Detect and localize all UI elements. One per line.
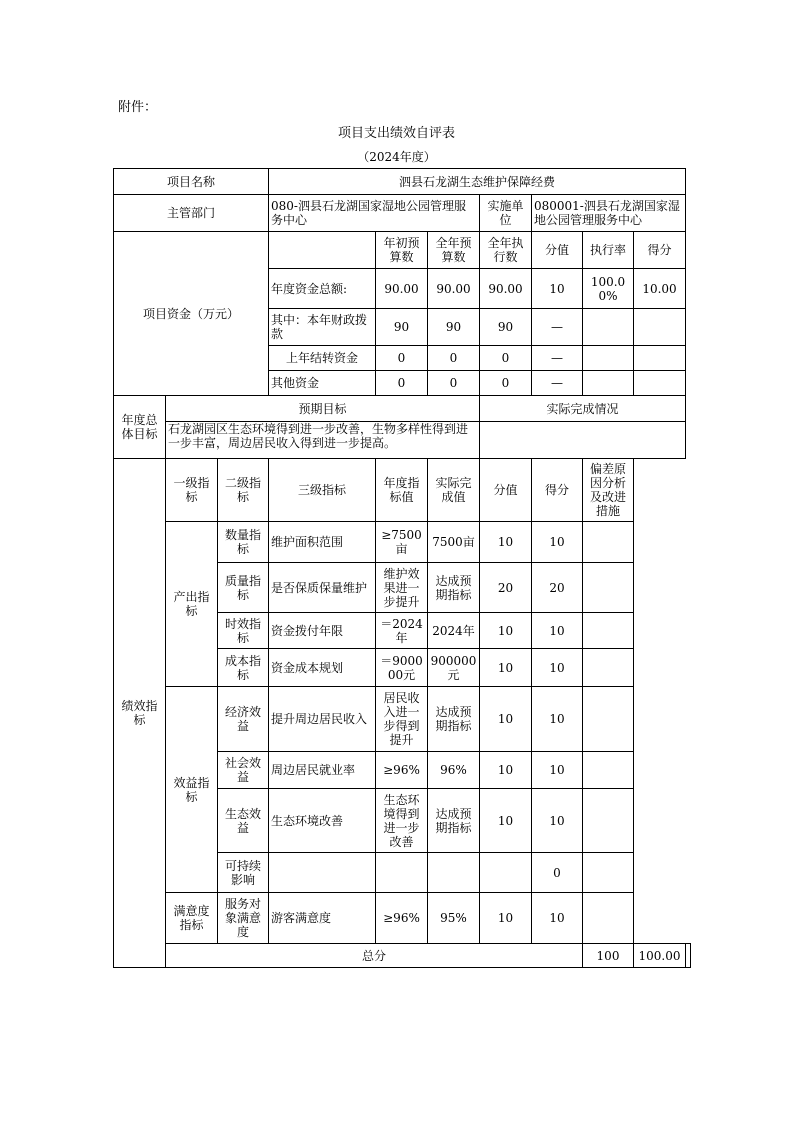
perf-note <box>583 563 634 613</box>
perf-actual: 900000元 <box>428 649 480 687</box>
perf-actual: 达成预期指标 <box>428 687 480 752</box>
funds-cell <box>634 371 686 396</box>
perf-actual: 达成预期指标 <box>428 563 480 613</box>
project-name-value: 泗县石龙湖生态维护保障经费 <box>269 169 686 195</box>
perf-l3: 资金成本规划 <box>269 649 376 687</box>
goal-label: 年度总体目标 <box>114 396 166 459</box>
funds-cell: 90.00 <box>480 269 532 309</box>
funds-cell: 90.00 <box>376 269 428 309</box>
report-year: （2024年度） <box>357 150 436 164</box>
funds-cell: 10.00 <box>634 269 686 309</box>
funds-cell: 0 <box>480 346 532 371</box>
funds-cell: 0 <box>376 371 428 396</box>
perf-target: 生态环境得到进一步改善 <box>376 789 428 853</box>
goal-expected-label: 预期目标 <box>166 396 480 422</box>
total-score: 100 <box>583 944 634 968</box>
perf-note <box>583 752 634 789</box>
perf-note <box>583 853 634 893</box>
perf-l3: 是否保质保量维护 <box>269 563 376 613</box>
perf-note <box>583 893 634 944</box>
perf-note <box>583 649 634 687</box>
perf-got: 10 <box>532 893 583 944</box>
perf-header: 年度指标值 <box>376 459 428 522</box>
perf-got: 10 <box>532 649 583 687</box>
funds-cell: 0 <box>376 346 428 371</box>
perf-note <box>583 613 634 649</box>
perf-l2: 社会效益 <box>218 752 269 789</box>
perf-score: 10 <box>480 613 532 649</box>
goal-actual-label: 实际完成情况 <box>480 396 686 422</box>
perf-got: 10 <box>532 789 583 853</box>
perf-l3: 提升周边居民收入 <box>269 687 376 752</box>
funds-cell <box>583 371 634 396</box>
perf-header: 三级指标 <box>269 459 376 522</box>
funds-cell: 90 <box>428 309 480 346</box>
perf-target: ≥7500亩 <box>376 522 428 563</box>
perf-header: 分值 <box>480 459 532 522</box>
total-note <box>686 944 691 968</box>
perf-header: 二级指标 <box>218 459 269 522</box>
perf-got: 10 <box>532 752 583 789</box>
perf-target <box>376 853 428 893</box>
funds-row-label: 其中：本年财政拨款 <box>269 309 376 346</box>
funds-cell: 90 <box>376 309 428 346</box>
impl-value: 080001-泗县石龙湖国家湿地公园管理服务中心 <box>532 195 686 232</box>
perf-score: 10 <box>480 893 532 944</box>
department-row <box>114 195 691 232</box>
funds-cell: — <box>532 309 583 346</box>
perf-score: 10 <box>480 752 532 789</box>
funds-header: 全年执行数 <box>480 232 532 269</box>
impl-label: 实施单位 <box>480 195 532 232</box>
perf-score: 10 <box>480 522 532 563</box>
perf-score <box>480 853 532 893</box>
perf-actual: 96% <box>428 752 480 789</box>
perf-target: ＝2024年 <box>376 613 428 649</box>
perf-l2: 质量指标 <box>218 563 269 613</box>
funds-header-row <box>114 232 691 269</box>
perf-header: 得分 <box>532 459 583 522</box>
funds-cell: — <box>532 346 583 371</box>
perf-actual: 95% <box>428 893 480 944</box>
perf-target: ＝900000元 <box>376 649 428 687</box>
perf-l2: 时效指标 <box>218 613 269 649</box>
perf-got: 10 <box>532 522 583 563</box>
perf-score: 10 <box>480 687 532 752</box>
funds-header: 执行率 <box>583 232 634 269</box>
goal-expected-text: 石龙湖园区生态环境得到进一步改善，生物多样性得到进一步丰富，周边居民收入得到进一步提高。 <box>166 422 480 459</box>
evaluation-table <box>113 168 691 968</box>
perf-l3: 维护面积范围 <box>269 522 376 563</box>
perf-target: 居民收入进一步得到提升 <box>376 687 428 752</box>
funds-row-label: 年度资金总额: <box>269 269 376 309</box>
funds-cell: — <box>532 371 583 396</box>
perf-l3: 周边居民就业率 <box>269 752 376 789</box>
funds-cell: 90 <box>480 309 532 346</box>
goal-actual-text <box>480 422 686 459</box>
funds-cell <box>634 309 686 346</box>
perf-got: 10 <box>532 613 583 649</box>
funds-cell: 10 <box>532 269 583 309</box>
perf-header: 偏差原因分析及改进措施 <box>583 459 634 522</box>
perf-header: 一级指标 <box>166 459 218 522</box>
project-name-row <box>114 169 691 195</box>
perf-l3: 生态环境改善 <box>269 789 376 853</box>
perf-actual: 7500亩 <box>428 522 480 563</box>
perf-score: 10 <box>480 649 532 687</box>
funds-cell: 0 <box>428 371 480 396</box>
perf-target: 维护效果进一步提升 <box>376 563 428 613</box>
goal-text-row <box>114 422 691 459</box>
perf-header: 实际完成值 <box>428 459 480 522</box>
page-title: 项目支出绩效自评表 <box>337 126 455 141</box>
output-label: 产出指标 <box>166 522 218 687</box>
perf-note <box>583 789 634 853</box>
perf-l2: 数量指标 <box>218 522 269 563</box>
perf-row <box>114 687 691 752</box>
funds-header: 全年预算数 <box>428 232 480 269</box>
perf-actual <box>428 853 480 893</box>
dept-label: 主管部门 <box>114 195 269 232</box>
project-name-label: 项目名称 <box>114 169 269 195</box>
perf-target: ≥96% <box>376 752 428 789</box>
perf-target: ≥96% <box>376 893 428 944</box>
perf-l2: 可持续影响 <box>218 853 269 893</box>
perf-got: 10 <box>532 687 583 752</box>
perf-row <box>114 893 691 944</box>
perf-score: 10 <box>480 789 532 853</box>
satisfaction-label: 满意度指标 <box>166 893 218 944</box>
perf-actual: 2024年 <box>428 613 480 649</box>
goal-header-row <box>114 396 691 422</box>
funds-header: 分值 <box>532 232 583 269</box>
funds-row-label: 其他资金 <box>269 371 376 396</box>
perf-label: 绩效指标 <box>114 459 166 968</box>
perf-l2: 经济效益 <box>218 687 269 752</box>
perf-l2: 生态效益 <box>218 789 269 853</box>
perf-note <box>583 687 634 752</box>
perf-l3 <box>269 853 376 893</box>
funds-header: 得分 <box>634 232 686 269</box>
funds-cell: 0 <box>428 346 480 371</box>
perf-row <box>114 522 691 563</box>
total-row <box>114 944 691 968</box>
perf-got: 0 <box>532 853 583 893</box>
perf-l3: 游客满意度 <box>269 893 376 944</box>
funds-label: 项目资金（万元） <box>114 232 269 396</box>
perf-header-row <box>114 459 691 522</box>
perf-got: 20 <box>532 563 583 613</box>
funds-cell <box>583 346 634 371</box>
perf-l2: 服务对象满意度 <box>218 893 269 944</box>
funds-cell: 90.00 <box>428 269 480 309</box>
attachment-label: 附件： <box>118 100 158 115</box>
effect-label: 效益指标 <box>166 687 218 893</box>
funds-cell: 100.00% <box>583 269 634 309</box>
funds-cell <box>634 346 686 371</box>
funds-header-blank <box>269 232 376 269</box>
total-label: 总分 <box>166 944 583 968</box>
perf-l3: 资金拨付年限 <box>269 613 376 649</box>
total-got: 100.00 <box>634 944 686 968</box>
funds-cell <box>583 309 634 346</box>
perf-note <box>583 522 634 563</box>
funds-cell: 0 <box>480 371 532 396</box>
funds-row-label: 上年结转资金 <box>269 346 376 371</box>
perf-actual: 达成预期指标 <box>428 789 480 853</box>
dept-value: 080-泗县石龙湖国家湿地公园管理服务中心 <box>269 195 480 232</box>
perf-l2: 成本指标 <box>218 649 269 687</box>
funds-header: 年初预算数 <box>376 232 428 269</box>
perf-score: 20 <box>480 563 532 613</box>
